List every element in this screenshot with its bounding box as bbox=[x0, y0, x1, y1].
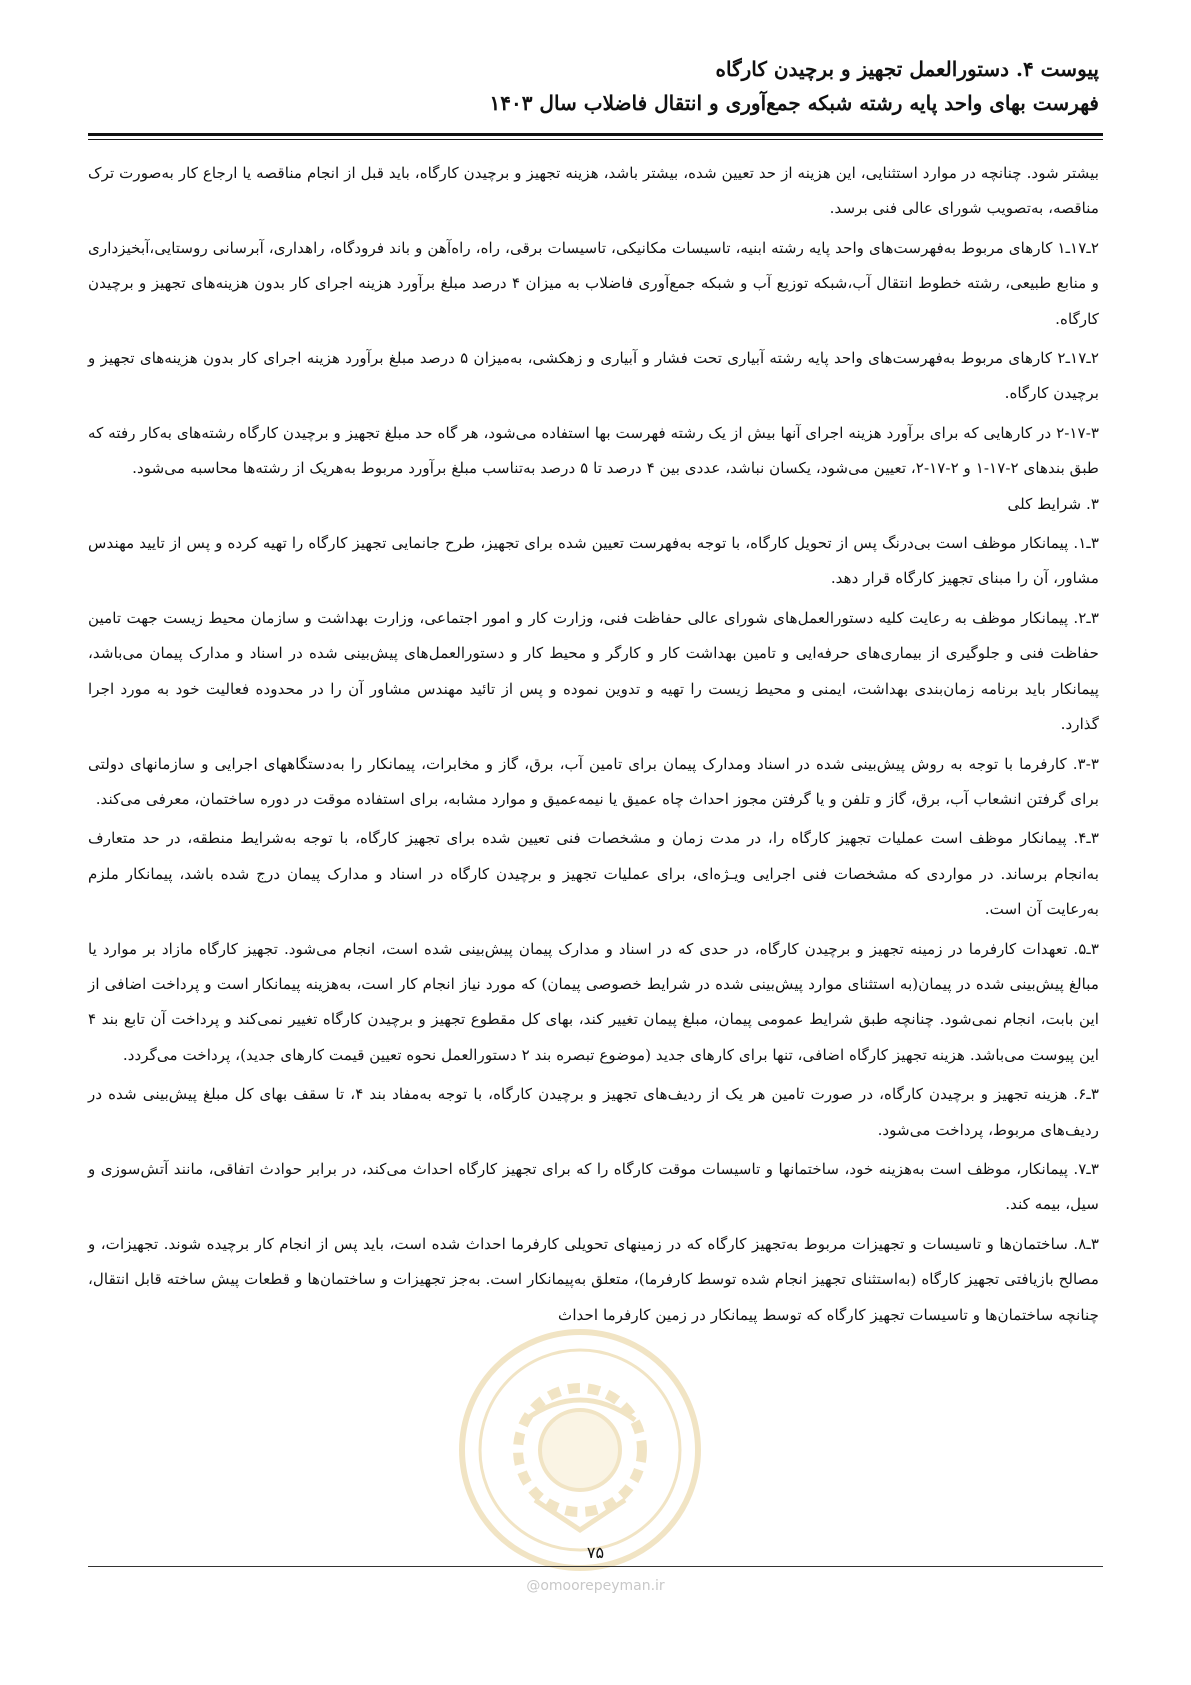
watermark-seal-icon bbox=[455, 1325, 705, 1575]
paragraph: ۲ـ۱۷ـ۲ کارهای مربوط به‌فهرست‌های واحد پایه رشته آبیاری تحت فشار و آبیاری و زهکشی، به‌میزان ۵ درصد مبلغ برآورد هزینه اجرای کار بدون هزینه‌های تجهیز و برچیدن کارگاه. bbox=[88, 349, 1099, 403]
header-rule-thick bbox=[88, 133, 1103, 136]
paragraph: بیشتر شود. چنانچه در موارد استثنایی، این هزینه از حد تعیین شده، بیشتر باشد، هزینه تجهیز و برچیدن کارگاه، باید قبل از انجام مناقصه یا ارجاع کار به‌صورت ترک مناقصه، به‌تصویب شورای عالی فنی برسد. bbox=[88, 164, 1099, 218]
page-number: ۷۵ bbox=[586, 1543, 605, 1562]
body-text bbox=[88, 156, 1099, 1333]
paragraph: ۳ـ۲. پیمانکار موظف به رعایت کلیه دستورالعمل‌های شورای عالی حفاظت فنی، وزارت کار و امور اجتماعی، وزارت بهداشت و سازمان محیط زیست جهت تامین حفاظت فنی و جلوگیری از بیماری‌های حرفه‌ایی و تامین بهداشت کار و کارگر و محیط کار و دستورالعمل‌های پیش‌بینی شده در اسناد و مدارک پیمان می‌باشد، پیمانکار باید برنامه زمان‌بندی بهداشت، ایمنی و محیط زیست را تهیه و تدوین نموده و پس از تائید مهندس مشاور آن را در محدوده فعالیت خود به مورد اجرا گذارد. bbox=[88, 608, 1099, 734]
section-heading: ۳. شرایط کلی bbox=[1007, 494, 1099, 513]
paragraph: ۳ـ۵. تعهدات کارفرما در زمینه تجهیز و برچیدن کارگاه، در حدی که در اسناد و مدارک پیمان پیش‌بینی شده است، انجام می‌شود. تجهیز کارگاه مازاد بر موارد یا مبالغ پیش‌بینی شده در پیمان(به استثنای موارد پیش‌بینی شده در شرایط خصوصی پیمان) که مورد نیاز انجام کار است، به‌هزینه پیمانکار است و پرداخت اضافی از این بابت، انجام نمی‌شود. چنانچه طبق شرایط عمومی پیمان، مبلغ پیمان تغییر کند، بهای کل مقطوع تجهیز و برچیدن کارگاه تغییر نمی‌کند و پرداخت آن تابع بند ۴ این پیوست می‌باشد. هزینه تجهیز کارگاه اضافی، تنها برای کارهای جدید (موضوع تبصره بند ۲ دستورالعمل نحوه تعیین قیمت کارهای جدید)، پرداخت می‌گردد. bbox=[88, 939, 1099, 1064]
document-title: فهرست بهای واحد پایه رشته شبکه جمع‌آوری و انتقال فاضلاب سال ۱۴۰۳ bbox=[489, 91, 1099, 115]
paragraph: ۳ـ۸. ساختمان‌ها و تاسیسات و تجهیزات مربوط به‌تجهیز کارگاه که در زمینهای تحویلی کارفرما احداث شده است، باید پس از انجام کار برچیده شوند. تجهیزات، و مصالح بازیافتی تجهیز کارگاه (به‌استثنای تجهیز انجام شده توسط کارفرما)، متعلق به‌پیمانکار است. به‌جز تجهیزات و ساختمان‌ها و قطعات پیش ساخته قابل انتقال، چنانچه ساختمان‌ها و تاسیسات تجهیز کارگاه که توسط پیمانکار در زمین کارفرما احداث bbox=[88, 1234, 1099, 1324]
page-header bbox=[88, 52, 1099, 120]
appendix-title: پیوست ۴. دستورالعمل تجهیز و برچیدن کارگاه bbox=[715, 57, 1099, 81]
watermark-url: @omoorepeyman.ir bbox=[526, 1578, 665, 1594]
paragraph: ۲ـ۱۷ـ۱ کارهای مربوط به‌فهرست‌های واحد پایه رشته ابنیه، تاسیسات مکانیکی، تاسیسات برقی، راه، راه‌آهن و باند فرودگاه، راهداری، آبرسانی روستایی،آبخیزداری و منابع طبیعی، رشته خطوط انتقال آب،شبکه توزیع آب و شبکه جمع‌آوری فاضلاب به میزان ۴ درصد مبلغ برآورد هزینه اجرای کار بدون هزینه‌های تجهیز و برچیدن کارگاه. bbox=[88, 238, 1099, 328]
footer-rule bbox=[88, 1566, 1103, 1567]
paragraph: ۳ـ۶. هزینه تجهیز و برچیدن کارگاه، در صورت تامین هر یک از ردیف‌های تجهیز و برچیدن کارگاه، با توجه به‌مفاد بند ۴، تا سقف بهای کل مبلغ پیش‌بینی شده در ردیف‌های مربوط، پرداخت می‌شود. bbox=[88, 1085, 1099, 1139]
paragraph: ۲-۱۷-۳ در کارهایی که برای برآورد هزینه اجرای آنها بیش از یک رشته فهرست بها استفاده می‌شود، هر گاه حد مبلغ تجهیز و برچیدن کارگاه رشته‌های به‌کار رفته که طبق بندهای ۲-۱۷-۱ و ۲-۱۷-۲، تعیین می‌شود، یکسان نباشد، عددی بین ۴ درصد تا ۵ درصد به‌تناسب مبلغ برآورد مربوط به‌هریک از رشته‌ها محاسبه می‌شود. bbox=[88, 423, 1099, 478]
paragraph: ۳ـ۷. پیمانکار، موظف است به‌هزینه خود، ساختمانها و تاسیسات موقت کارگاه را که برای تجهیز کارگاه احداث می‌کند، در برابر حوادث اتفاقی، مانند آتش‌سوزی و سیل، بیمه کند. bbox=[88, 1159, 1099, 1214]
header-rule-thin bbox=[88, 139, 1103, 140]
paragraph: ۳-۳. کارفرما با توجه به روش پیش‌بینی شده در اسناد ومدارک پیمان برای تامین آب، برق، گاز و مخابرات، پیمانکار را به‌دستگاههای اجرایی و سازمانهای دولتی برای گرفتن انشعاب آب، برق، گاز و تلفن و یا گرفتن مجوز احداث چاه عمیق یا نیمه‌عمیق و موارد مشابه، برای استفاده موقت در دوره ساختمان، معرفی می‌کند. bbox=[88, 754, 1099, 808]
paragraph: ۳ـ۴. پیمانکار موظف است عملیات تجهیز کارگاه را، در مدت زمان و مشخصات فنی تعیین شده برای تجهیز کارگاه، با توجه به‌شرایط منطقه، در حد متعارف به‌انجام برساند. در مواردی که مشخصات فنی اجرایی ویـژه‌ای، برای عملیات تجهیز و برچیدن کارگاه در اسناد و مدارک پیمان درج شده باشد، پیمانکار ملزم به‌رعایت آن است. bbox=[88, 829, 1099, 919]
paragraph: ۳ـ۱. پیمانکار موظف است بی‌درنگ پس از تحویل کارگاه، با توجه به‌فهرست تعیین شده برای تجهیز، طرح جانمایی تجهیز کارگاه را تهیه کرده و پس از تایید مهندس مشاور، آن را مبنای تجهیز کارگاه قرار دهد. bbox=[88, 534, 1099, 588]
